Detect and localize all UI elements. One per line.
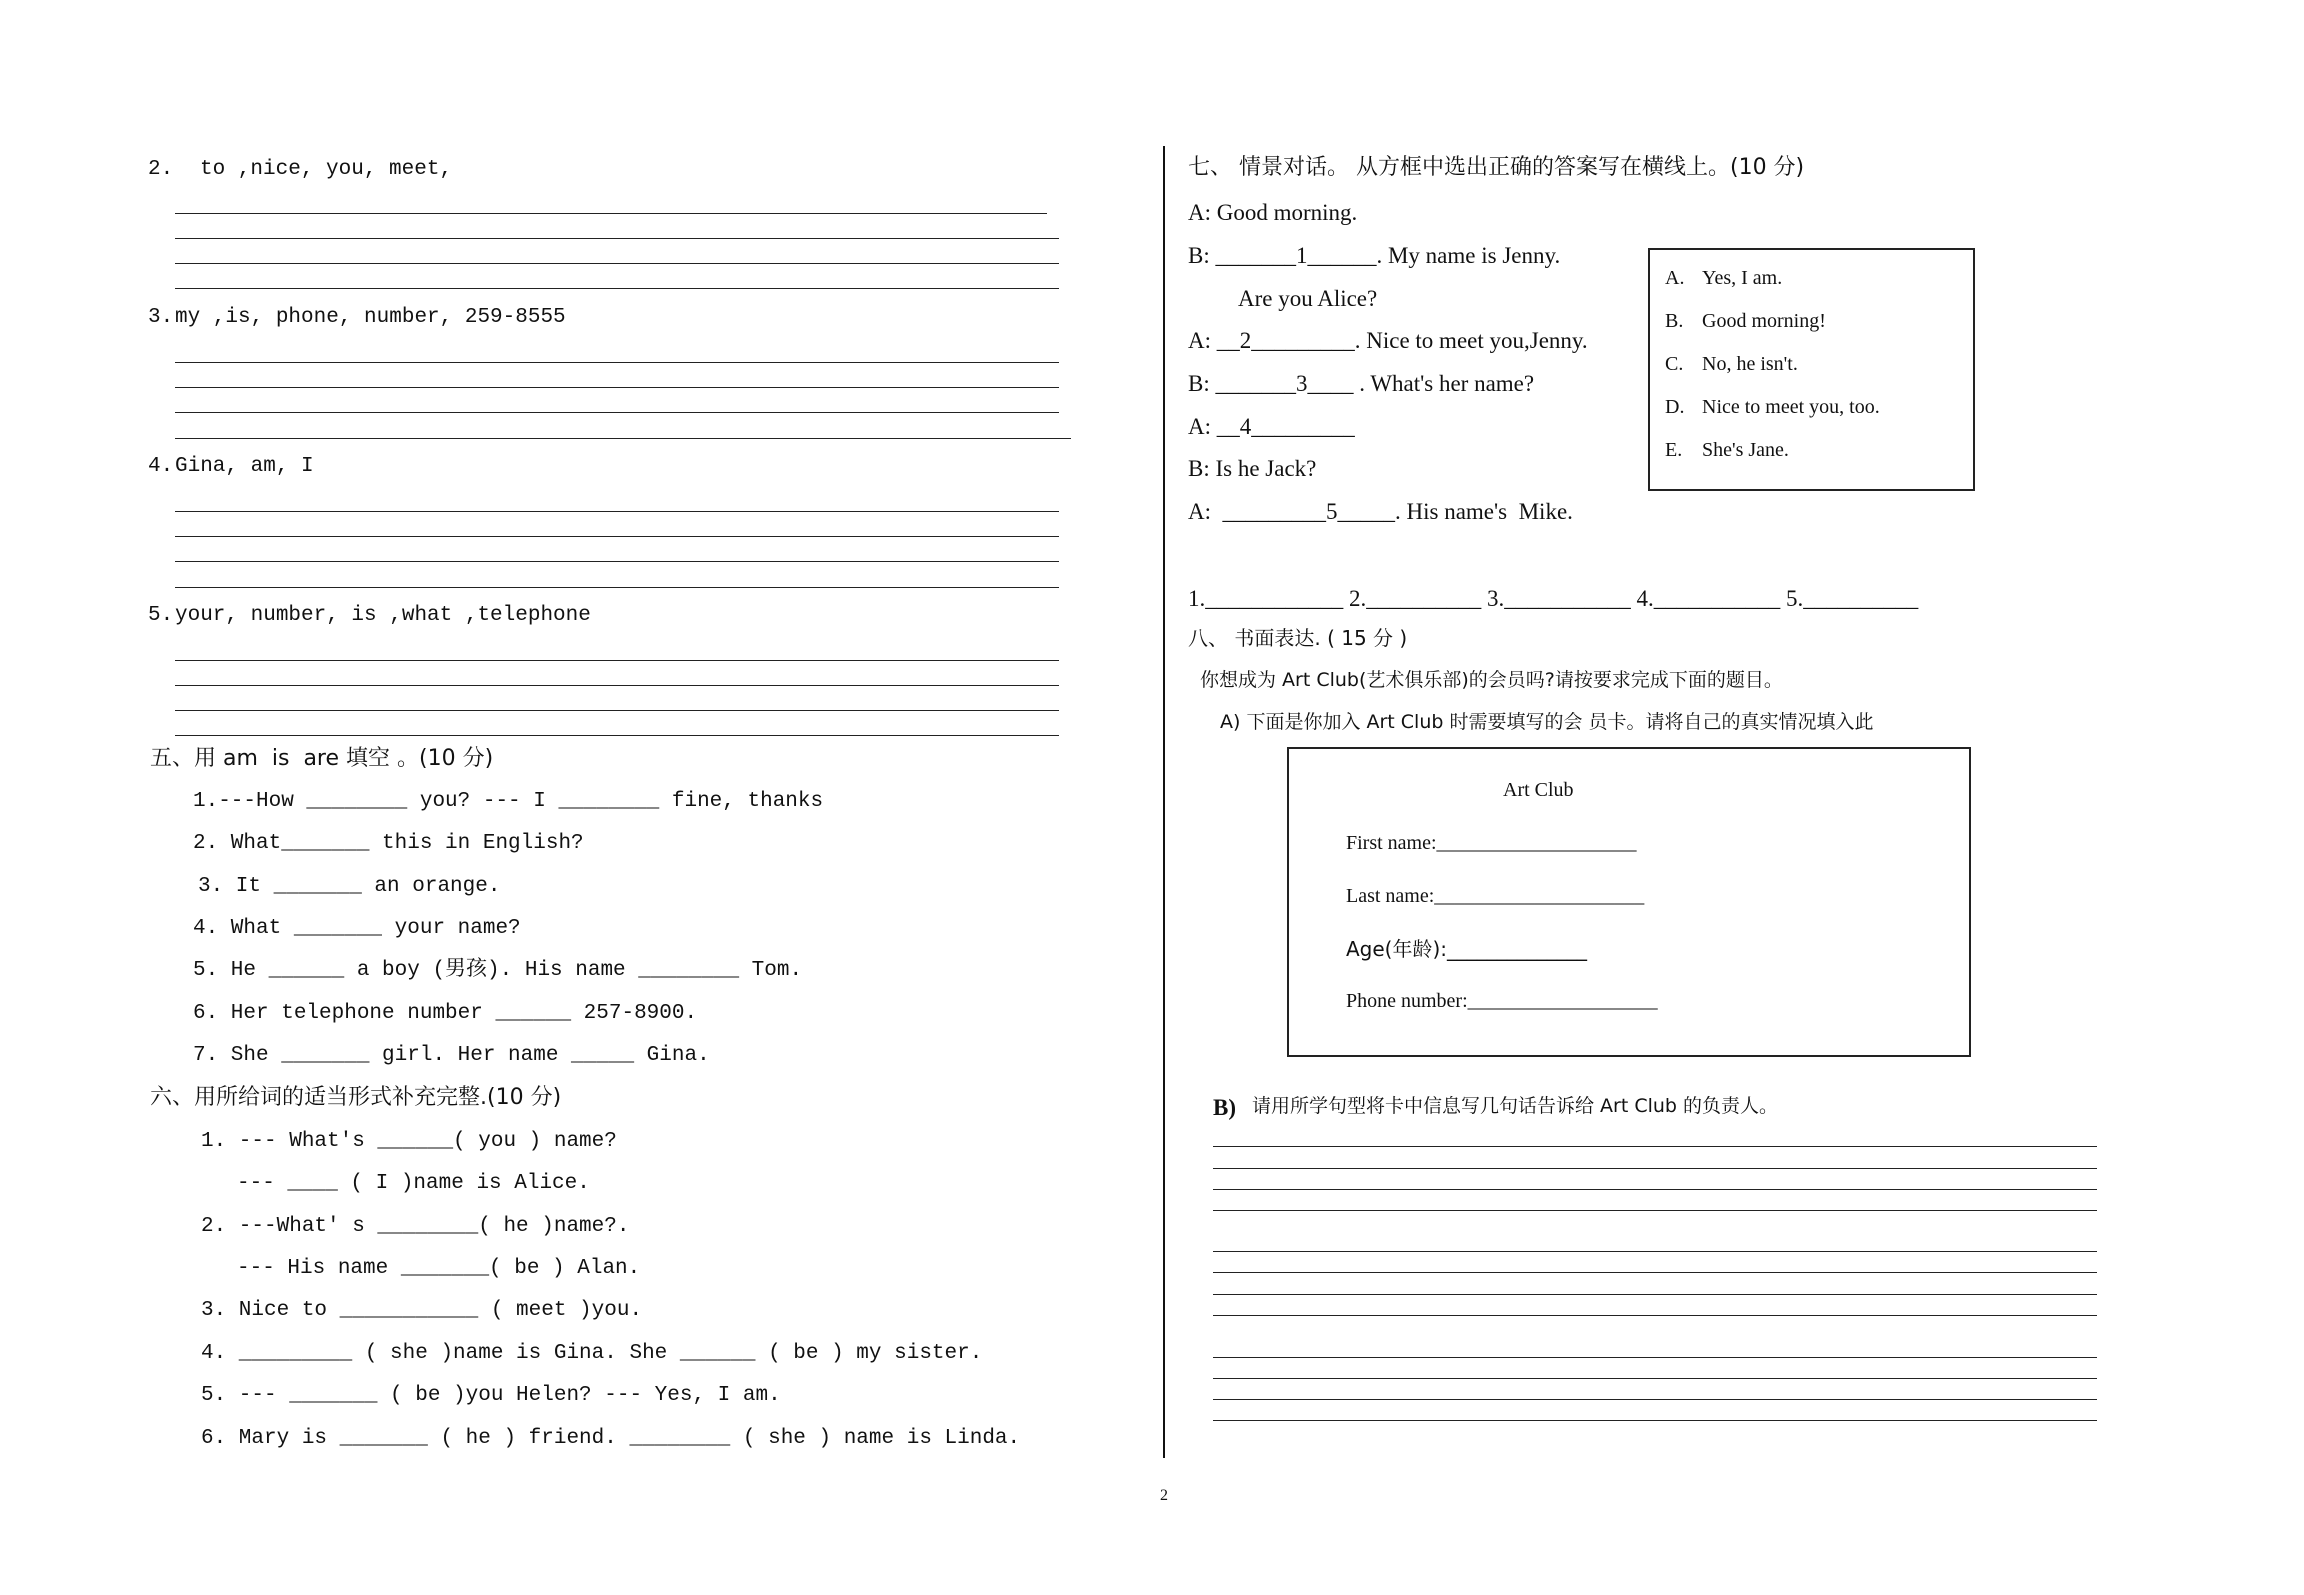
q5-words: your, number, is ,what ,telephone: [175, 604, 591, 627]
column-divider: [1163, 146, 1165, 1458]
dialogue-line-3: Are you Alice?: [1238, 286, 1378, 311]
answer-line: [175, 710, 1059, 711]
card-title: Art Club: [1503, 779, 1574, 801]
section8-part-a: A) 下面是你加入 Art Club 时需要填写的会 员卡。请将自己的真实情况填入此: [1220, 711, 1874, 733]
answer-line: [175, 438, 1071, 439]
answer-line: [175, 288, 1059, 289]
section5-item-3: 3. It _______ an orange.: [198, 875, 501, 898]
section6-item-2b: --- His name _______( be ) Alan.: [237, 1257, 641, 1280]
q4-number: 4.: [148, 455, 174, 478]
section6-item-1b: --- ____ ( I )name is Alice.: [237, 1172, 590, 1195]
section6-item-5: 5. --- _______ ( be )you Helen? --- Yes, I am.: [201, 1384, 781, 1407]
writing-line: [1213, 1294, 2097, 1295]
section6-item-2a: 2. ---What' s ________( he )name?.: [201, 1215, 630, 1238]
answer-line: [175, 536, 1059, 537]
dialogue-line-6: A: __4_________: [1188, 414, 1355, 439]
section5-item-4: 4. What _______ your name?: [193, 917, 521, 940]
dialogue-line-4: A: __2_________. Nice to meet you,Jenny.: [1188, 328, 1588, 353]
writing-line: [1213, 1315, 2097, 1316]
part-b-instruction: 请用所学句型将卡中信息写几句话告诉给 Art Club 的负责人。: [1252, 1095, 1779, 1117]
section5-item-5: 5. He ______ a boy (男孩). His name ________ Tom.: [193, 959, 803, 982]
section5-item-7: 7. She _______ girl. Her name _____ Gina.: [193, 1044, 710, 1067]
answer-line: [175, 412, 1059, 413]
section5-item-1: 1.---How ________ you? --- I ________ fine, thanks: [193, 790, 824, 813]
options-box: [1648, 248, 1975, 491]
section5-item-2: 2. What_______ this in English?: [193, 832, 584, 855]
part-b-label: B): [1213, 1095, 1236, 1120]
writing-line: [1213, 1251, 2097, 1252]
option-letter-c: C.: [1665, 353, 1684, 375]
writing-line: [1213, 1357, 2097, 1358]
writing-line: [1213, 1189, 2097, 1190]
q4-words: Gina, am, I: [175, 455, 314, 478]
section6-item-4: 4. _________ ( she )name is Gina. She ______ ( be ) my sister.: [201, 1342, 983, 1365]
card-field-first-name: First name:____________________: [1346, 832, 1637, 854]
answer-line: [175, 511, 1059, 512]
answer-line: [175, 362, 1059, 363]
answer-line: [175, 561, 1059, 562]
card-field-age: Age(年龄):______________: [1346, 937, 1588, 961]
card-field-last-name: Last name:_____________________: [1346, 885, 1645, 907]
writing-line: [1213, 1146, 2097, 1147]
q3-number: 3.: [148, 306, 174, 329]
writing-line: [1213, 1168, 2097, 1169]
option-text-b: Good morning!: [1702, 310, 1826, 332]
section6-item-3: 3. Nice to ___________ ( meet )you.: [201, 1299, 643, 1322]
dialogue-line-1: A: Good morning.: [1188, 200, 1358, 225]
option-letter-a: A.: [1665, 267, 1685, 289]
card-field-phone: Phone number:___________________: [1346, 990, 1658, 1012]
dialogue-line-8: A: _________5_____. His name's Mike.: [1188, 499, 1573, 524]
q5-number: 5.: [148, 604, 174, 627]
section8-intro: 你想成为 Art Club(艺术俱乐部)的会员吗?请按要求完成下面的题目。: [1200, 669, 1783, 691]
q2-number: 2.: [148, 158, 174, 181]
dialogue-line-7: B: Is he Jack?: [1188, 456, 1317, 481]
writing-line: [1213, 1420, 2097, 1421]
option-letter-b: B.: [1665, 310, 1684, 332]
answer-line: [175, 587, 1059, 588]
section8-title: 八、 书面表达. ( 15 分 ): [1188, 626, 1408, 650]
section7-title: 七、 情景对话。 从方框中选出正确的答案写在横线上。(10 分): [1188, 155, 1805, 180]
answer-line: [175, 685, 1059, 686]
answer-line: [175, 735, 1059, 736]
q3-words: my ,is, phone, number, 259-8555: [175, 306, 566, 329]
answer-line: [175, 387, 1059, 388]
answer-line: [175, 263, 1059, 264]
answer-line: [175, 238, 1059, 239]
option-letter-e: E.: [1665, 439, 1683, 461]
q2-words: to ,nice, you, meet,: [200, 158, 453, 181]
answer-line: [175, 660, 1059, 661]
dialogue-line-2: B: _______1______. My name is Jenny.: [1188, 243, 1561, 268]
option-text-e: She's Jane.: [1702, 439, 1789, 461]
answer-line: [175, 213, 1047, 214]
dialogue-line-5: B: _______3____ . What's her name?: [1188, 371, 1535, 396]
writing-line: [1213, 1378, 2097, 1379]
writing-line: [1213, 1399, 2097, 1400]
section6-item-6: 6. Mary is _______ ( he ) friend. ________ ( she ) name is Linda.: [201, 1427, 1021, 1450]
option-text-a: Yes, I am.: [1702, 267, 1783, 289]
section5-title: 五、用 am is are 填空 。(10 分): [150, 746, 494, 771]
option-text-d: Nice to meet you, too.: [1702, 396, 1880, 418]
section5-item-6: 6. Her telephone number ______ 257-8900.: [193, 1002, 698, 1025]
section6-title: 六、用所给词的适当形式补充完整.(10 分): [150, 1085, 562, 1110]
writing-line: [1213, 1210, 2097, 1211]
answer-blanks: 1.____________ 2.__________ 3.___________ 4.___________ 5.__________: [1188, 586, 1919, 611]
option-letter-d: D.: [1665, 396, 1685, 418]
page-number: 2: [1160, 1487, 1168, 1504]
writing-line: [1213, 1272, 2097, 1273]
option-text-c: No, he isn't.: [1702, 353, 1798, 375]
section6-item-1a: 1. --- What's ______( you ) name?: [201, 1130, 617, 1153]
